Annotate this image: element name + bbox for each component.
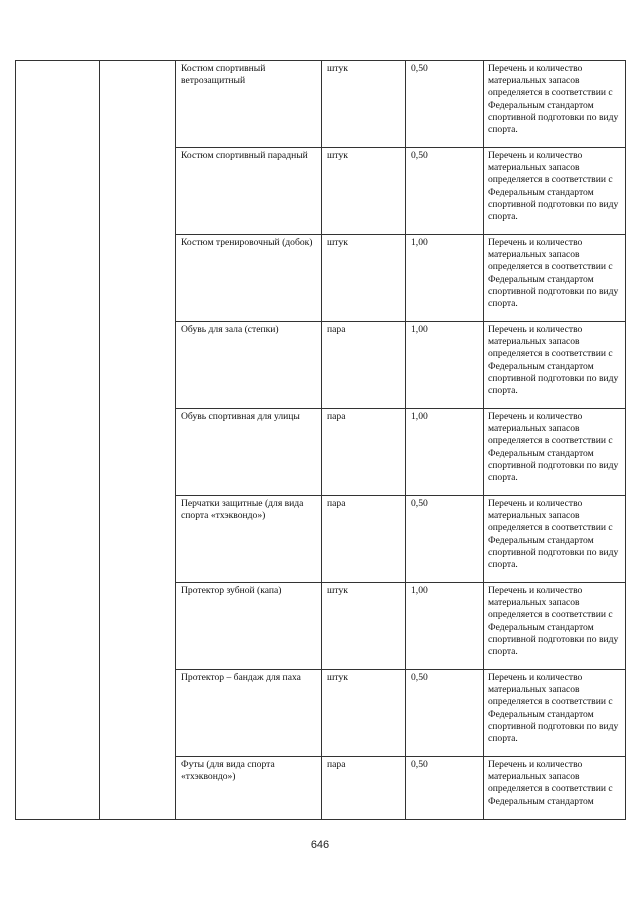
note-cell: Перечень и количество материальных запасов определяется в соответствии с Федеральным стандартом спортивной подготовки по виду спорта. (484, 61, 626, 148)
note-cell: Перечень и количество материальных запасов определяется в соответствии с Федеральным стандартом спортивной подготовки по виду спорта. (484, 583, 626, 670)
unit-cell: пара (322, 409, 406, 496)
quantity-cell: 1,00 (406, 583, 484, 670)
quantity-cell: 0,50 (406, 148, 484, 235)
empty-cell-col2 (100, 61, 176, 820)
empty-cell-col1 (16, 61, 100, 820)
item-name-cell: Обувь для зала (степки) (176, 322, 322, 409)
note-cell: Перечень и количество материальных запасов определяется в соответствии с Федеральным стандартом спортивной подготовки по виду спорта. (484, 409, 626, 496)
quantity-cell: 1,00 (406, 322, 484, 409)
unit-cell: штук (322, 583, 406, 670)
quantity-cell: 0,50 (406, 757, 484, 820)
quantity-cell: 1,00 (406, 235, 484, 322)
item-name-cell: Костюм спортивный парадный (176, 148, 322, 235)
quantity-cell: 0,50 (406, 496, 484, 583)
quantity-cell: 0,50 (406, 670, 484, 757)
unit-cell: штук (322, 148, 406, 235)
item-name-cell: Костюм тренировочный (добок) (176, 235, 322, 322)
item-name-cell: Протектор – бандаж для паха (176, 670, 322, 757)
item-name-cell: Костюм спортивный ветрозащитный (176, 61, 322, 148)
item-name-cell: Протектор зубной (капа) (176, 583, 322, 670)
unit-cell: штук (322, 61, 406, 148)
item-name-cell: Обувь спортивная для улицы (176, 409, 322, 496)
item-name-cell: Перчатки защитные (для вида спорта «тхэквондо») (176, 496, 322, 583)
note-cell: Перечень и количество материальных запасов определяется в соответствии с Федеральным стандартом спортивной подготовки по виду спорта. (484, 148, 626, 235)
quantity-cell: 1,00 (406, 409, 484, 496)
quantity-cell: 0,50 (406, 61, 484, 148)
note-cell: Перечень и количество материальных запасов определяется в соответствии с Федеральным стандартом спортивной подготовки по виду спорта. (484, 322, 626, 409)
note-cell: Перечень и количество материальных запасов определяется в соответствии с Федеральным стандартом спортивной подготовки по виду спорта. (484, 670, 626, 757)
unit-cell: пара (322, 322, 406, 409)
equipment-table (15, 60, 626, 820)
unit-cell: штук (322, 670, 406, 757)
unit-cell: пара (322, 496, 406, 583)
note-cell: Перечень и количество материальных запасов определяется в соответствии с Федеральным стандартом спортивной подготовки по виду спорта. (484, 496, 626, 583)
note-cell: Перечень и количество материальных запасов определяется в соответствии с Федеральным стандартом (484, 757, 626, 820)
table-row (16, 61, 626, 148)
page-number: 646 (310, 839, 330, 851)
unit-cell: штук (322, 235, 406, 322)
note-cell: Перечень и количество материальных запасов определяется в соответствии с Федеральным стандартом спортивной подготовки по виду спорта. (484, 235, 626, 322)
item-name-cell: Футы (для вида спорта «тхэквондо») (176, 757, 322, 820)
unit-cell: пара (322, 757, 406, 820)
